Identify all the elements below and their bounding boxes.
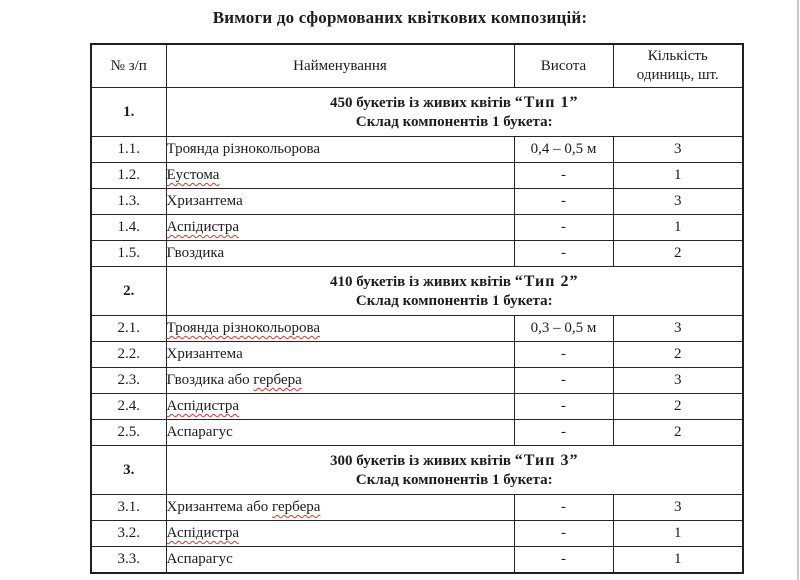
- table-row: [91, 215, 743, 241]
- section-subtitle: Склад компонентів 1 букета:: [355, 113, 553, 130]
- section-title-text: 300 букетів із живих квітів: [330, 452, 512, 469]
- section-subtitle: Склад компонентів 1 букета:: [355, 292, 553, 309]
- row-quantity-value: 2: [613, 420, 743, 446]
- row-height-value: -: [514, 342, 613, 368]
- row-name-part: Хризантема: [166, 193, 243, 210]
- requirements-table: [90, 43, 744, 574]
- section-title-text: 410 букетів із живих квітів: [330, 273, 512, 290]
- section-type-label: “Тип 2”: [514, 272, 579, 290]
- row-number: 3.1.: [91, 495, 166, 521]
- row-quantity-value: 2: [613, 241, 743, 267]
- table-row: [91, 420, 743, 446]
- row-height-value: -: [514, 163, 613, 189]
- row-name-part: Гвоздика: [166, 245, 225, 262]
- row-height-value: 0,3 – 0,5 м: [514, 316, 613, 342]
- row-name-part-misspelled: Аспідистра: [166, 525, 240, 542]
- col-header-number: № з/п: [91, 44, 166, 88]
- row-name-part-misspelled: Еустома: [166, 167, 220, 184]
- section-subtitle: Склад компонентів 1 букета:: [355, 471, 553, 488]
- row-name-part: Хризантема: [166, 346, 243, 363]
- row-name-part-misspelled: Аспідистра: [166, 219, 240, 236]
- row-height-value: -: [514, 547, 613, 574]
- row-number: 1.1.: [91, 137, 166, 163]
- row-name-part-misspelled: Аспідистра: [166, 398, 240, 415]
- row-quantity-value: 3: [613, 316, 743, 342]
- row-number: 3.3.: [91, 547, 166, 574]
- table-row: [91, 521, 743, 547]
- row-name-part: Хризантема або: [166, 499, 273, 516]
- row-quantity-value: 3: [613, 189, 743, 215]
- row-number: 1.5.: [91, 241, 166, 267]
- row-quantity-value: 2: [613, 394, 743, 420]
- row-number: 2.3.: [91, 368, 166, 394]
- section-header-row: [91, 446, 743, 495]
- row-name-part: Гвоздика або: [166, 372, 254, 389]
- row-height-value: -: [514, 420, 613, 446]
- page-edge-line: [797, 0, 799, 580]
- section-title-text: 450 букетів із живих квітів: [330, 94, 512, 111]
- section-number: 1.: [91, 88, 166, 137]
- row-number: 2.5.: [91, 420, 166, 446]
- row-name: [166, 342, 514, 368]
- table-row: [91, 394, 743, 420]
- section-title: [166, 88, 743, 137]
- table-row: [91, 547, 743, 574]
- row-name: [166, 137, 514, 163]
- row-height-value: -: [514, 495, 613, 521]
- col-header-name: Найменування: [166, 44, 514, 88]
- row-number: 3.2.: [91, 521, 166, 547]
- section-number: 3.: [91, 446, 166, 495]
- table-row: [91, 316, 743, 342]
- row-number: 1.3.: [91, 189, 166, 215]
- row-quantity-value: 1: [613, 547, 743, 574]
- row-quantity-value: 1: [613, 163, 743, 189]
- page-title: Вимоги до сформованих квіткових композицій:: [212, 8, 588, 27]
- row-height-value: -: [514, 241, 613, 267]
- table-row: [91, 495, 743, 521]
- row-name: [166, 215, 514, 241]
- table-row: [91, 368, 743, 394]
- row-name-part: Аспарагус: [166, 551, 233, 568]
- row-height-value: -: [514, 215, 613, 241]
- row-number: 1.2.: [91, 163, 166, 189]
- section-number: 2.: [91, 267, 166, 316]
- row-quantity-value: 3: [613, 137, 743, 163]
- col-header-height: Висота: [514, 44, 613, 88]
- table-row: [91, 241, 743, 267]
- row-name-part: Троянда різнокольорова: [166, 141, 321, 158]
- section-title: [166, 446, 743, 495]
- row-quantity-value: 3: [613, 495, 743, 521]
- section-header-row: [91, 267, 743, 316]
- row-quantity-value: 1: [613, 521, 743, 547]
- table-header-row: [91, 44, 743, 88]
- row-height-value: 0,4 – 0,5 м: [514, 137, 613, 163]
- row-number: 2.4.: [91, 394, 166, 420]
- row-name: [166, 189, 514, 215]
- row-name: [166, 368, 514, 394]
- row-height-value: -: [514, 189, 613, 215]
- section-title: [166, 267, 743, 316]
- table-row: [91, 189, 743, 215]
- row-name-part-misspelled: гербера: [272, 499, 321, 516]
- row-name: [166, 547, 514, 574]
- row-number: 1.4.: [91, 215, 166, 241]
- row-name-part-misspelled: Троянда різнокольорова: [166, 320, 321, 337]
- row-height-value: -: [514, 368, 613, 394]
- row-name: [166, 521, 514, 547]
- row-quantity-value: 2: [613, 342, 743, 368]
- row-height-value: -: [514, 394, 613, 420]
- table-row: [91, 137, 743, 163]
- row-name: [166, 420, 514, 446]
- section-type-label: “Тип 1”: [514, 93, 579, 111]
- row-name: [166, 241, 514, 267]
- row-name: [166, 495, 514, 521]
- row-quantity-value: 1: [613, 215, 743, 241]
- row-name: [166, 394, 514, 420]
- row-number: 2.2.: [91, 342, 166, 368]
- section-type-label: “Тип 3”: [514, 451, 579, 469]
- row-number: 2.1.: [91, 316, 166, 342]
- row-name: [166, 163, 514, 189]
- table-row: [91, 163, 743, 189]
- row-quantity-value: 3: [613, 368, 743, 394]
- table-row: [91, 342, 743, 368]
- row-name-part: Аспарагус: [166, 424, 233, 441]
- section-header-row: [91, 88, 743, 137]
- col-header-quantity: Кількість одиниць, шт.: [613, 44, 743, 88]
- row-height-value: -: [514, 521, 613, 547]
- row-name-part-misspelled: гербера: [253, 372, 302, 389]
- row-name: [166, 316, 514, 342]
